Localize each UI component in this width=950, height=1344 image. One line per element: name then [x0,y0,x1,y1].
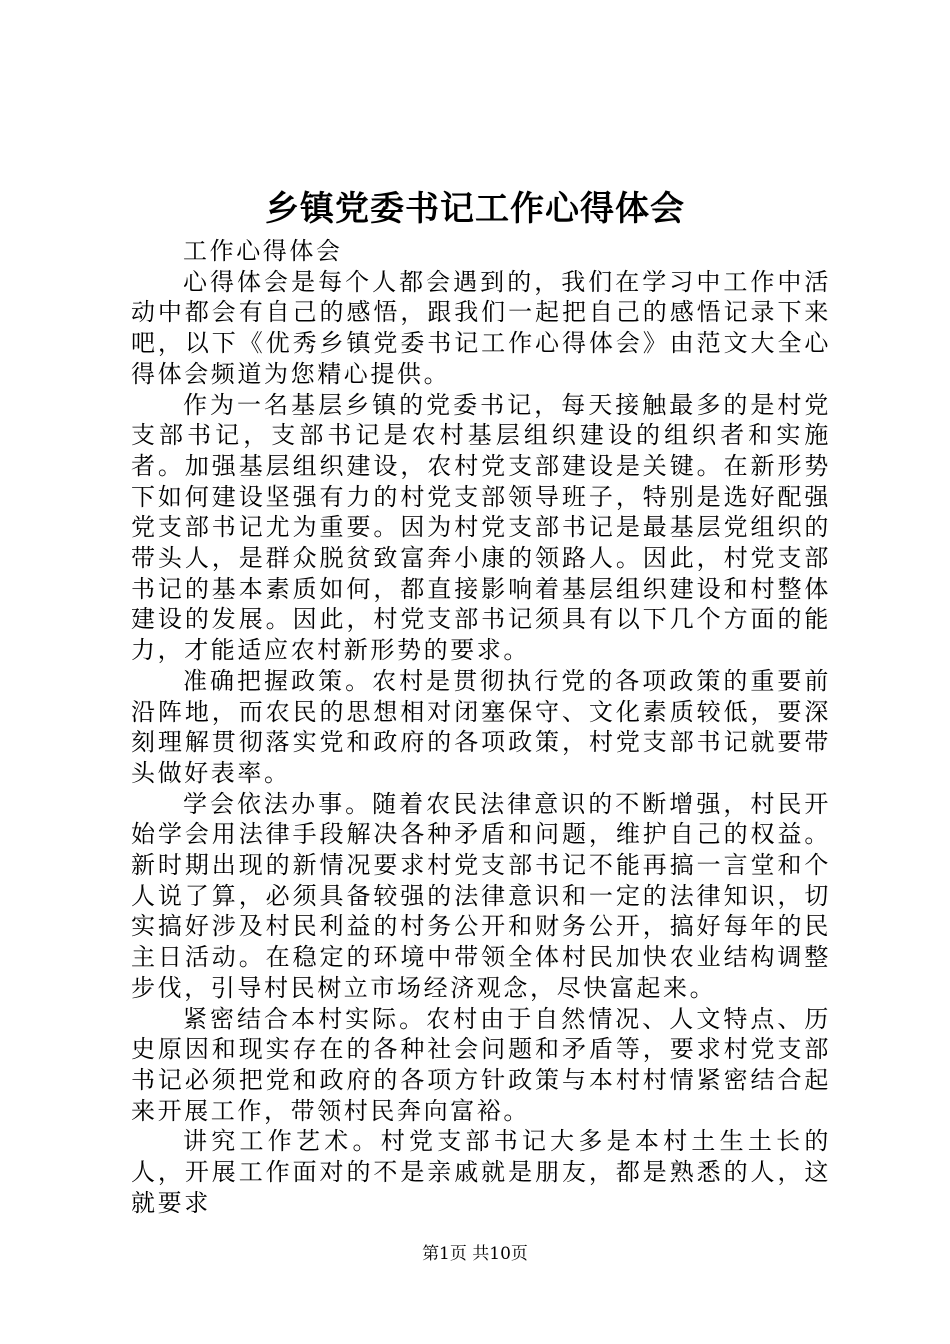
document-body [131,236,831,1219]
paragraph: 心得体会是每个人都会遇到的，我们在学习中工作中活动中都会有自己的感悟，跟我们一起把自己的感悟记录下来吧，以下《优秀乡镇党委书记工作心得体会》由范文大全心得体会频道为您精心提供。 [131,267,831,388]
paragraph: 准确把握政策。农村是贯彻执行党的各项政策的重要前沿阵地，而农民的思想相对闭塞保守、文化素质较低，要深刻理解贯彻落实党和政府的各项政策，村党支部书记就要带头做好表率。 [131,666,831,787]
paragraph: 紧密结合本村实际。农村由于自然情况、人文特点、历史原因和现实存在的各种社会问题和矛盾等，要求村党支部书记必须把党和政府的各项方针政策与本村村情紧密结合起来开展工作，带领村民奔向富裕。 [131,1004,831,1125]
paragraph-heading: 工作心得体会 [183,237,343,265]
document-title: 乡镇党委书记工作心得体会 [265,189,685,229]
paragraph: 作为一名基层乡镇的党委书记，每天接触最多的是村党支部书记，支部书记是农村基层组织建设的组织者和实施者。加强基层组织建设，农村党支部建设是关键。在新形势下如何建设坚强有力的村党支部领导班子，特别是选好配强党支部书记尤为重要。因为村党支部书记是最基层党组织的带头人，是群众脱贫致富奔小康的领路人。因此，村党支部书记的基本素质如何，都直接影响着基层组织建设和村整体建设的发展。因此，村党支部书记须具有以下几个方面的能力，才能适应农村新形势的要求。 [131,390,831,665]
page-number-footer: 第1页 共10页 [422,1244,528,1264]
paragraph: 讲究工作艺术。村党支部书记大多是本村土生土长的人，开展工作面对的不是亲戚就是朋友，都是熟悉的人，这就要求 [131,1127,831,1217]
paragraph: 学会依法办事。随着农民法律意识的不断增强，村民开始学会用法律手段解决各种矛盾和问题，维护自己的权益。新时期出现的新情况要求村党支部书记不能再搞一言堂和个人说了算，必须具备较强的法律意识和一定的法律知识，切实搞好涉及村民利益的村务公开和财务公开，搞好每年的民主日活动。在稳定的环境中带领全体村民加快农业结构调整步伐，引导村民树立市场经济观念，尽快富起来。 [131,789,831,1002]
